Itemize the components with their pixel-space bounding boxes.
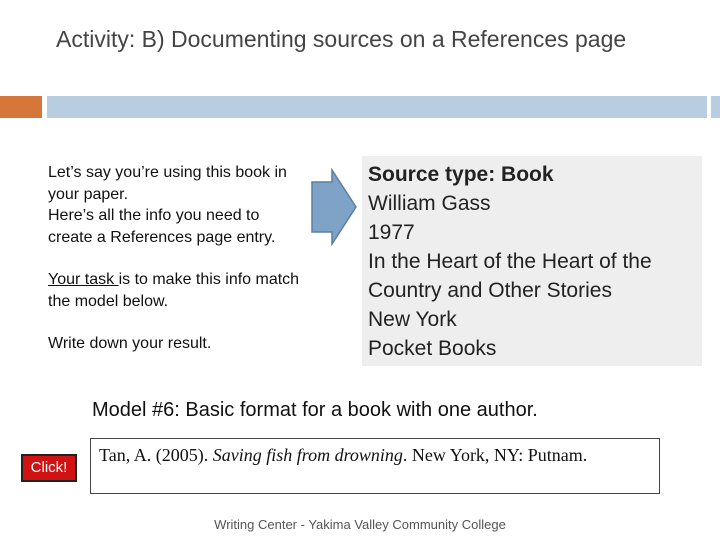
divider-blue-bar xyxy=(47,96,707,118)
model-heading: Model #6: Basic format for a book with one author. xyxy=(92,399,538,421)
footer-credit: Writing Center - Yakima Valley Community College xyxy=(214,517,506,532)
source-title-line-2: Country and Other Stories xyxy=(368,279,612,302)
right-arrow-icon xyxy=(310,168,358,246)
source-author: William Gass xyxy=(368,192,491,215)
write-down-instruction: Write down your result. xyxy=(48,335,212,352)
intro-line-1: Let’s say you’re using this book in your paper. xyxy=(48,164,287,203)
source-year: 1977 xyxy=(368,221,415,244)
reference-publication-info: . New York, NY: Putnam. xyxy=(402,445,588,465)
click-button[interactable]: Click! xyxy=(21,454,77,482)
slide-title: Activity: B) Documenting sources on a References page xyxy=(56,26,627,52)
source-city: New York xyxy=(368,308,457,331)
divider-blue-end xyxy=(711,96,720,118)
task-instruction xyxy=(48,269,308,312)
task-rest-text: is to make this info match the model below. xyxy=(48,271,300,310)
source-type-line: Source type: Book xyxy=(368,163,554,186)
intro-text-block xyxy=(48,162,308,355)
title-divider-bar xyxy=(0,96,720,118)
source-info-box xyxy=(362,156,702,366)
reference-example-box xyxy=(90,438,660,494)
source-title-line-1: In the Heart of the Heart of the xyxy=(368,250,652,273)
reference-book-title: Saving fish from drowning xyxy=(212,445,403,465)
reference-author-date: Tan, A. (2005). xyxy=(99,445,213,465)
source-publisher: Pocket Books xyxy=(368,337,497,360)
task-underlined-text: Your task xyxy=(48,271,119,288)
divider-orange-block xyxy=(0,96,42,118)
intro-line-2: Here’s all the info you need to create a References page entry. xyxy=(48,207,276,246)
